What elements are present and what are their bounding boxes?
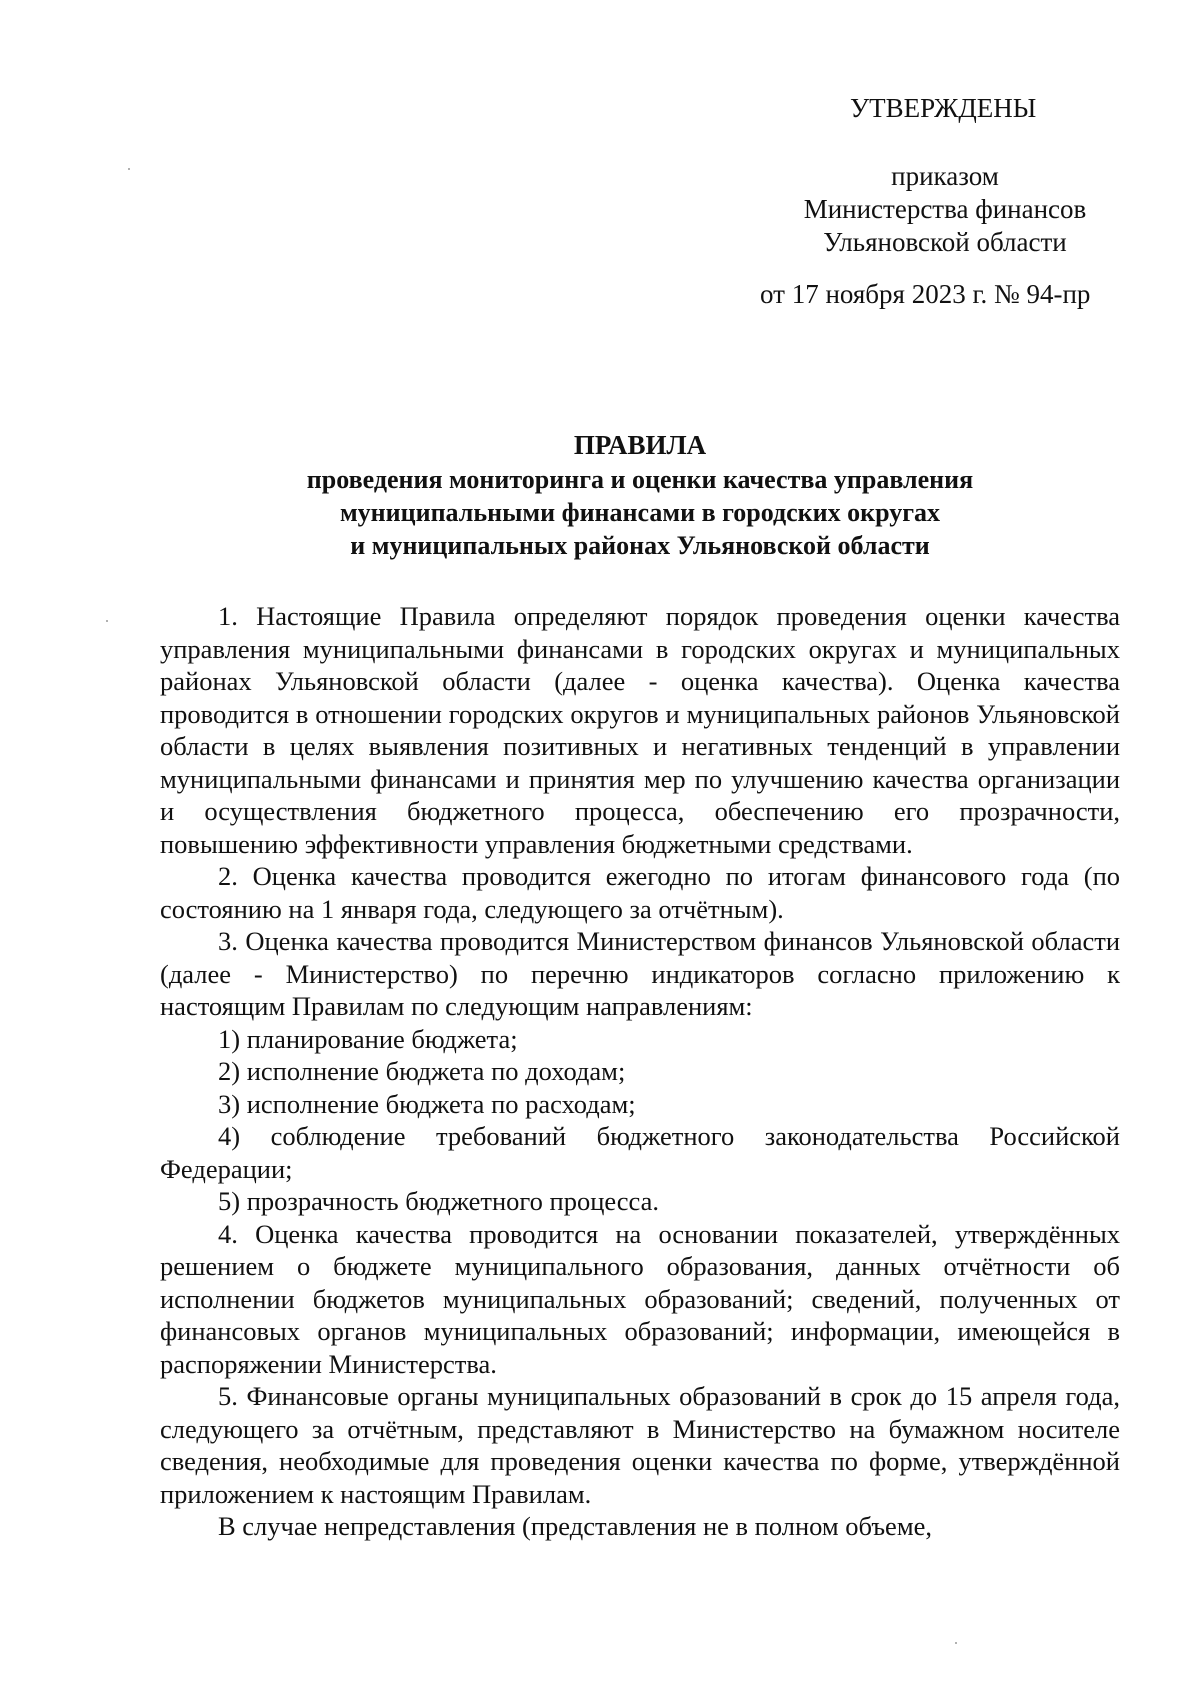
title-sub-line: проведения мониторинга и оценки качества управления [306, 465, 974, 494]
list-item: 2) исполнение бюджета по доходам; [218, 1056, 626, 1086]
paragraph-2: 2. Оценка качества проводится ежегодно по итогам финансового года (по состоянию на 1 января года, следующего за отчётным). [160, 861, 1120, 924]
paragraph-4: 4. Оценка качества проводится на основании показателей, утверждённых решением о бюджете муниципального образования, данных отчётности об исполнении бюджетов муниципальных образований; сведений, полученных от финансовых органов муниципальных образований; информации, имеющейся в распоряжении Министерства. [160, 1218, 1120, 1379]
approval-order-line: приказом [891, 161, 999, 191]
document-title [160, 428, 1120, 562]
title-sub-line: муниципальными финансами в городских округах [339, 498, 941, 527]
paragraph-continuation: В случае непредставления (представления не в полном объеме, [218, 1511, 932, 1541]
scan-speck [106, 620, 108, 622]
list-item: 3) исполнение бюджета по расходам; [218, 1088, 636, 1119]
approval-order-line: Ульяновской области [823, 227, 1067, 257]
document-body [160, 600, 1120, 1543]
list-item: 1) планирование бюджета; [218, 1023, 518, 1054]
scan-speck [955, 1642, 957, 1644]
scan-speck [128, 168, 130, 170]
title-sub-line: и муниципальных районах Ульяновской области [350, 531, 930, 560]
title-main: ПРАВИЛА [573, 430, 707, 460]
approved-heading: УТВЕРЖДЕНЫ [850, 93, 1037, 123]
approval-order-line: Министерства финансов [803, 194, 1087, 224]
approval-date: от 17 ноября 2023 г. № 94-пр [760, 279, 1091, 309]
paragraph-1: 1. Настоящие Правила определяют порядок проведения оценки качества управления муниципальными финансами в городских округах и муниципальных районах Ульяновской области (далее - оценка качества). Оценка качества проводится в отношении городских округов и муниципальных районов Ульяновской области в целях выявления позитивных и негативных тенденций в управлении муниципальными финансами и принятия мер по улучшению качества организации и осуществления бюджетного процесса, обеспечению его прозрачности, повышению эффективности управления бюджетными средствами. [160, 601, 1120, 859]
list-item: 5) прозрачность бюджетного процесса. [218, 1186, 660, 1216]
paragraph-5: 5. Финансовые органы муниципальных образований в срок до 15 апреля года, следующего за отчётным, представляют в Министерство на бумажном носителе сведения, необходимые для проведения оценки качества по форме, утверждённой приложением к настоящим Правилам. [160, 1381, 1120, 1509]
approval-order [780, 160, 1110, 259]
paragraph-3: 3. Оценка качества проводится Министерством финансов Ульяновской области (далее - Министерство) по перечню индикаторов согласно приложению к настоящим Правилам по следующим направлениям: [160, 926, 1120, 1021]
list-item: 4) соблюдение требований бюджетного законодательства Российской Федерации; [160, 1121, 1120, 1184]
